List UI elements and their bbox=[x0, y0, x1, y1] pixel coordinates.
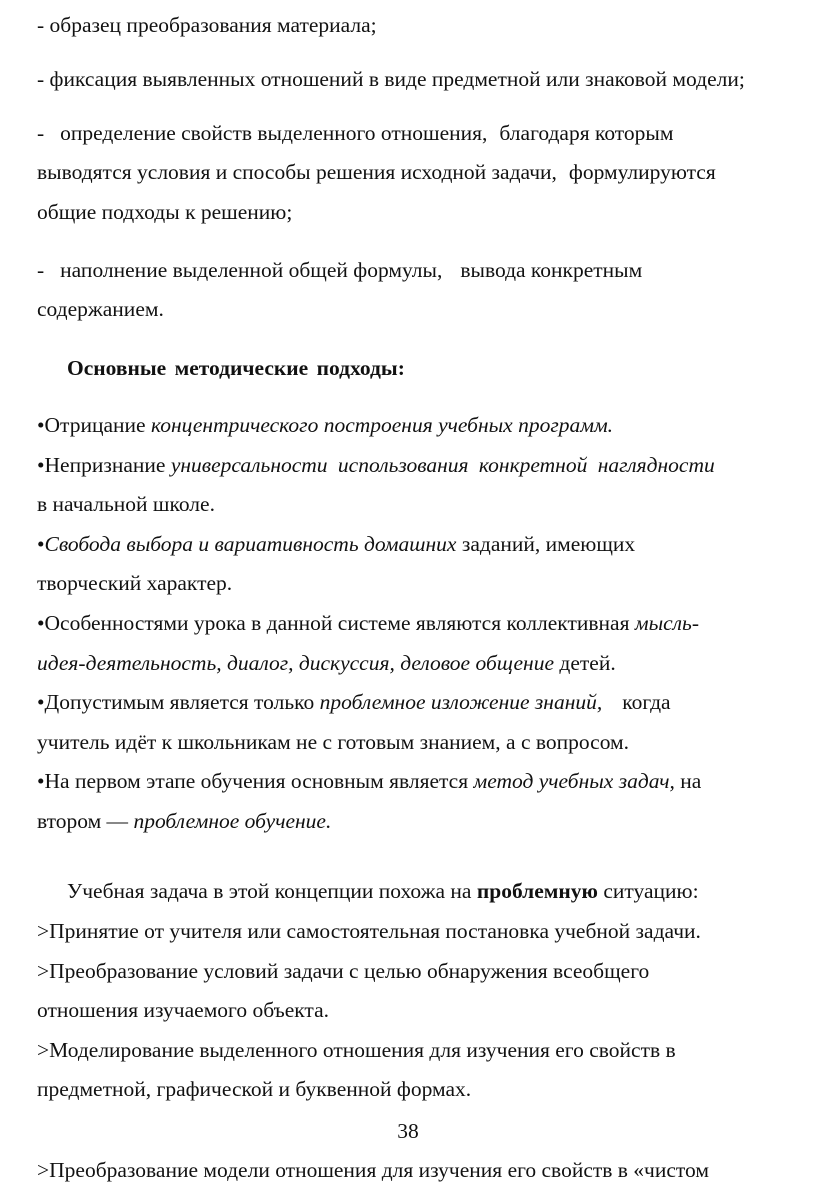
text-segment: формулируются bbox=[568, 160, 716, 184]
section-heading: Основные методические подходы: bbox=[67, 356, 405, 380]
bullet-text: •Непризнание bbox=[37, 453, 171, 477]
bullet-2 bbox=[37, 452, 715, 478]
bullet-emphasis: проблемное изложение знаний, bbox=[319, 690, 603, 714]
text-segment: Учебная задача в этой концепции похожа на bbox=[67, 879, 477, 903]
bullet-5 bbox=[37, 689, 671, 715]
text-segment: вывода конкретным bbox=[460, 258, 643, 282]
bullet-emphasis: универсальности использования конкретной наглядности bbox=[170, 453, 715, 477]
text-segment: благодаря которым bbox=[499, 121, 674, 145]
bullet-3 bbox=[37, 531, 635, 557]
bold-term: проблемную bbox=[476, 879, 598, 903]
bullet-3-continuation: творческий характер. bbox=[37, 571, 233, 595]
bullet-6 bbox=[37, 768, 701, 794]
text-segment: определение свойств выделенного отношения, bbox=[60, 121, 488, 145]
text-line-2: - фиксация выявленных отношений в виде предметной или знаковой модели; bbox=[37, 67, 745, 91]
bullet-text: •На первом этапе обучения основным является bbox=[37, 769, 474, 793]
task-intro bbox=[67, 878, 699, 904]
task-step-1: >Принятие от учителя или самостоятельная постановка учебной задачи. bbox=[37, 919, 701, 943]
bullet-text: •Особенностями урока в данной системе являются коллективная bbox=[37, 611, 635, 635]
task-step-2: >Преобразование условий задачи с целью обнаружения всеобщего bbox=[37, 959, 650, 983]
bullet-2-continuation: в начальной школе. bbox=[37, 492, 215, 516]
bullet-text: заданий, имеющих bbox=[456, 532, 636, 556]
dash: - bbox=[37, 258, 45, 282]
task-step-3: >Моделирование выделенного отношения для изучения его свойств в bbox=[37, 1038, 676, 1062]
bullet-text: на bbox=[674, 769, 702, 793]
text-line-3 bbox=[37, 120, 673, 146]
bullet-text: •Допустимым является только bbox=[37, 690, 320, 714]
bullet-emphasis: идея-деятельность, диалог, дискуссия, деловое общение bbox=[37, 651, 555, 675]
text-line-5: общие подходы к решению; bbox=[37, 200, 293, 224]
dash: - bbox=[37, 121, 45, 145]
task-step-2-continuation: отношения изучаемого объекта. bbox=[37, 998, 330, 1022]
text-segment: ситуацию: bbox=[597, 879, 699, 903]
bullet-5-continuation: учитель идёт к школьникам не с готовым знанием, а с вопросом. bbox=[37, 730, 630, 754]
bullet-mark: • bbox=[37, 532, 45, 556]
bullet-emphasis: концентрического построения учебных программ. bbox=[150, 413, 614, 437]
bullet-emphasis: проблемное обучение. bbox=[133, 809, 332, 833]
page-number: 38 bbox=[397, 1119, 419, 1143]
bullet-6-continuation bbox=[37, 808, 331, 834]
bullet-text: когда bbox=[622, 690, 671, 714]
next-page-line: >Преобразование модели отношения для изучения его свойств в «чистом bbox=[37, 1158, 709, 1182]
bullet-text: детей. bbox=[554, 651, 616, 675]
bullet-text: втором — bbox=[37, 809, 134, 833]
text-segment: наполнение выделенной общей формулы, bbox=[60, 258, 443, 282]
text-line-4 bbox=[37, 159, 716, 185]
bullet-emphasis: метод учебных задач, bbox=[473, 769, 675, 793]
bullet-emphasis: Свобода выбора и вариативность домашних bbox=[44, 532, 457, 556]
bullet-text: •Отрицание bbox=[37, 413, 151, 437]
bullet-emphasis: мысль- bbox=[634, 611, 699, 635]
task-step-3-continuation: предметной, графической и буквенной формах. bbox=[37, 1077, 472, 1101]
bullet-4 bbox=[37, 610, 699, 636]
bullet-1 bbox=[37, 412, 613, 438]
text-line-6 bbox=[37, 257, 642, 283]
text-line-7: содержанием. bbox=[37, 297, 164, 321]
text-line-1: - образец преобразования материала; bbox=[37, 13, 377, 37]
bullet-4-continuation bbox=[37, 650, 616, 676]
text-segment: выводятся условия и способы решения исходной задачи, bbox=[37, 160, 557, 184]
